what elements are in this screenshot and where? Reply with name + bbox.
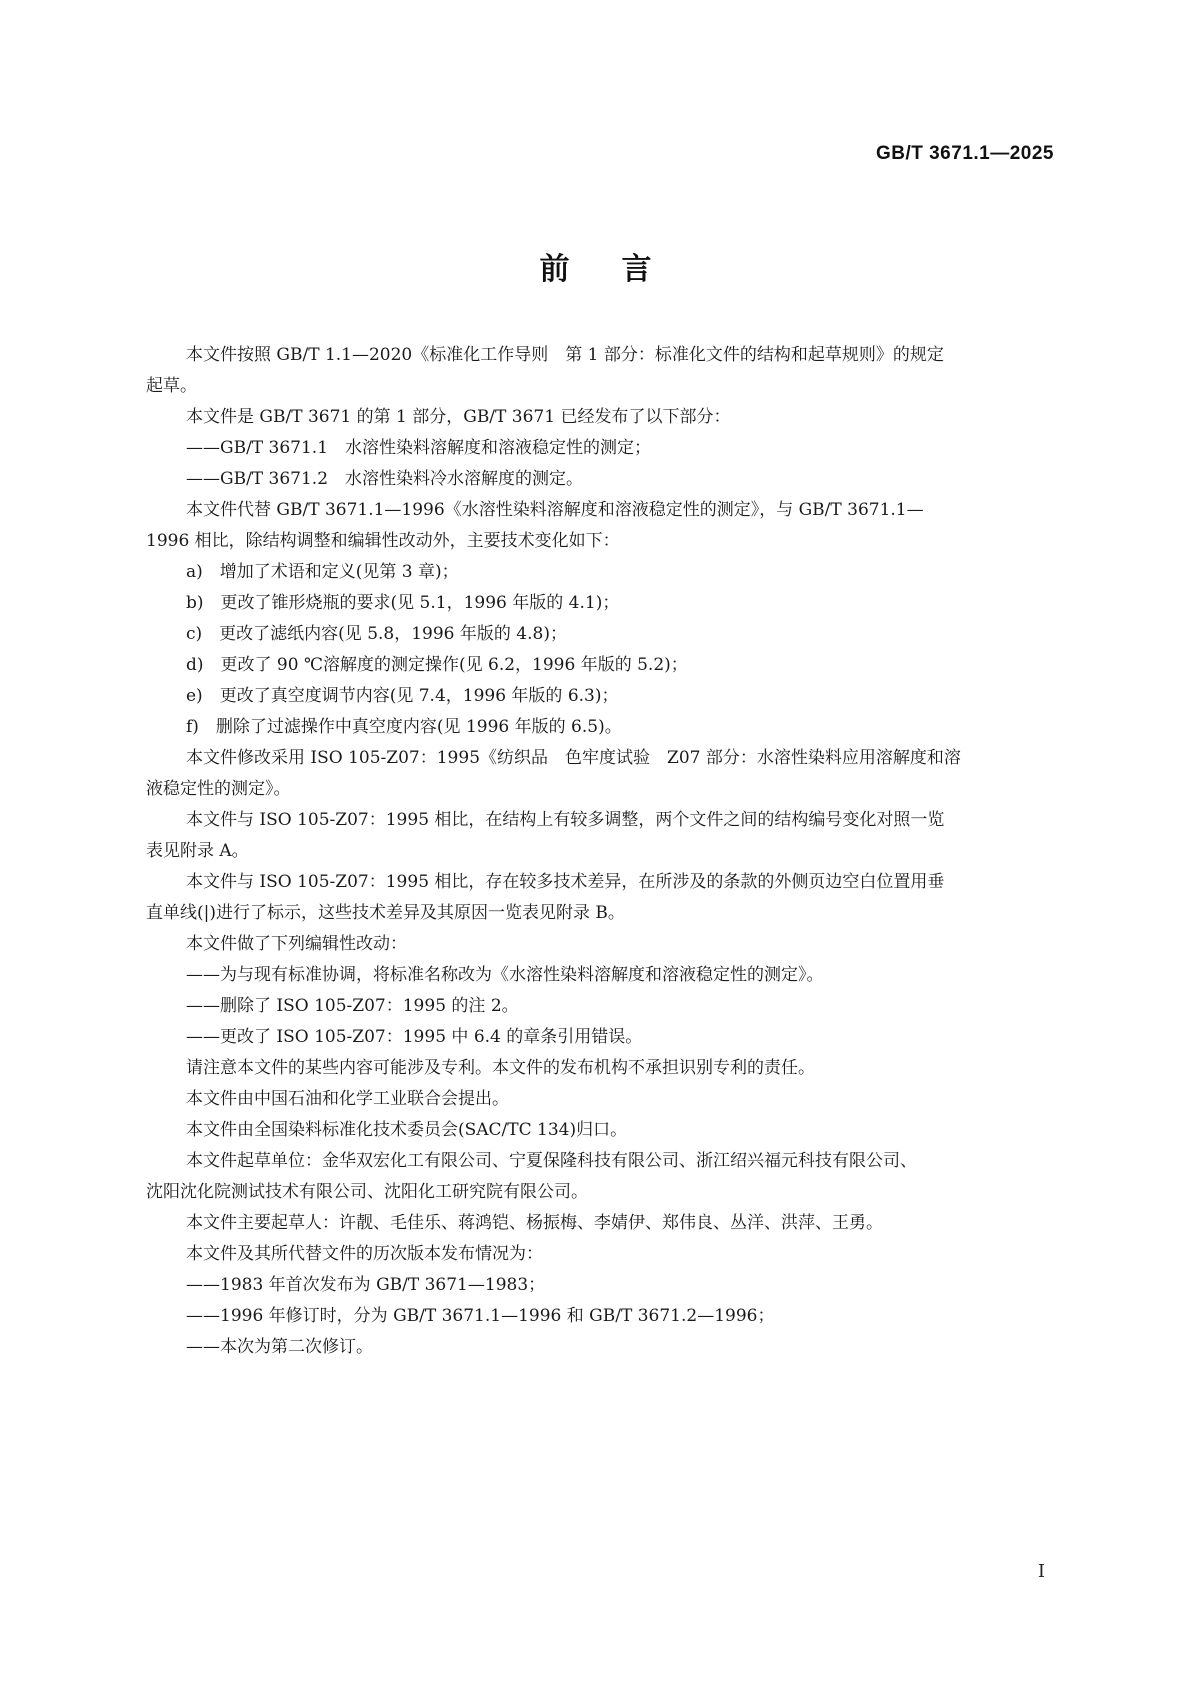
list-item: ——更改了 ISO 105-Z07：1995 中 6.4 的章条引用错误。 xyxy=(186,1027,643,1047)
paragraph-line: 本文件与 ISO 105-Z07：1995 相比，在结构上有较多调整，两个文件之间的结构编号变化对照一览 xyxy=(186,810,945,830)
list-item: ——1996 年修订时，分为 GB/T 3671.1—1996 和 GB/T 3671.2—1996； xyxy=(186,1306,775,1326)
paragraph-line: 本文件由中国石油和化学工业联合会提出。 xyxy=(186,1089,509,1109)
list-item: ——GB/T 3671.1 水溶性染料溶解度和溶液稳定性的测定； xyxy=(186,438,652,458)
paragraph-line: 起草。 xyxy=(146,376,197,396)
document-code: GB/T 3671.1—2025 xyxy=(875,143,1054,164)
paragraph-line: 本文件由全国染料标准化技术委员会(SAC/TC 134)归口。 xyxy=(186,1120,628,1140)
list-item: ——GB/T 3671.2 水溶性染料冷水溶解度的测定。 xyxy=(186,469,584,489)
paragraph-line: 本文件及其所代替文件的历次版本发布情况为： xyxy=(186,1244,543,1264)
paragraph-line: 本文件与 ISO 105-Z07：1995 相比，存在较多技术差异，在所涉及的条款的外侧页边空白位置用垂 xyxy=(186,872,945,892)
paragraph-line: 液稳定性的测定》。 xyxy=(146,779,291,799)
paragraph-line: 本文件是 GB/T 3671 的第 1 部分，GB/T 3671 已经发布了以下部分： xyxy=(186,407,731,427)
paragraph-line: 表见附录 A。 xyxy=(146,841,249,861)
list-item: f) 删除了过滤操作中真空度内容(见 1996 年版的 6.5)。 xyxy=(186,717,622,737)
list-item: e) 更改了真空度调节内容(见 7.4，1996 年版的 6.3)； xyxy=(186,686,619,706)
page-number: I xyxy=(1037,1561,1045,1582)
foreword-body xyxy=(146,340,1068,1363)
paragraph-line: 本文件做了下列编辑性改动： xyxy=(186,934,407,954)
paragraph-line: 请注意本文件的某些内容可能涉及专利。本文件的发布机构不承担识别专利的责任。 xyxy=(186,1058,815,1078)
list-item: ——为与现有标准协调，将标准名称改为《水溶性染料溶解度和溶液稳定性的测定》。 xyxy=(186,965,824,985)
paragraph-line: 本文件修改采用 ISO 105-Z07：1995《纺织品 色牢度试验 Z07 部分：水溶性染料应用溶解度和溶 xyxy=(186,748,961,768)
paragraph-line: 1996 相比，除结构调整和编辑性改动外，主要技术变化如下： xyxy=(146,531,620,551)
list-item: c) 更改了滤纸内容(见 5.8，1996 年版的 4.8)； xyxy=(186,624,567,644)
paragraph-line: 本文件按照 GB/T 1.1—2020《标准化工作导则 第 1 部分：标准化文件的结构和起草规则》的规定 xyxy=(186,345,944,365)
list-item: ——删除了 ISO 105-Z07：1995 的注 2。 xyxy=(186,996,519,1016)
paragraph-line: 沈阳沈化院测试技术有限公司、沈阳化工研究院有限公司。 xyxy=(146,1182,588,1202)
list-item: a) 增加了术语和定义(见第 3 章)； xyxy=(186,562,459,582)
paragraph-line: 直单线(|)进行了标示，这些技术差异及其原因一览表见附录 B。 xyxy=(146,903,625,923)
page-title: 前言 xyxy=(539,252,704,287)
list-item: ——1983 年首次发布为 GB/T 3671—1983； xyxy=(186,1275,546,1295)
list-item: d) 更改了 90 ℃溶解度的测定操作(见 6.2，1996 年版的 5.2)； xyxy=(186,655,688,675)
list-item: b) 更改了锥形烧瓶的要求(见 5.1，1996 年版的 4.1)； xyxy=(186,593,620,613)
paragraph-line: 本文件主要起草人：许靓、毛佳乐、蒋鸿铠、杨振梅、李婧伊、郑伟良、丛洋、洪萍、王勇。 xyxy=(186,1213,883,1233)
paragraph-line: 本文件代替 GB/T 3671.1—1996《水溶性染料溶解度和溶液稳定性的测定》，与 GB/T 3671.1— xyxy=(186,500,924,520)
list-item: ——本次为第二次修订。 xyxy=(186,1337,373,1357)
paragraph-line: 本文件起草单位：金华双宏化工有限公司、宁夏保隆科技有限公司、浙江绍兴福元科技有限公司、 xyxy=(186,1151,917,1171)
